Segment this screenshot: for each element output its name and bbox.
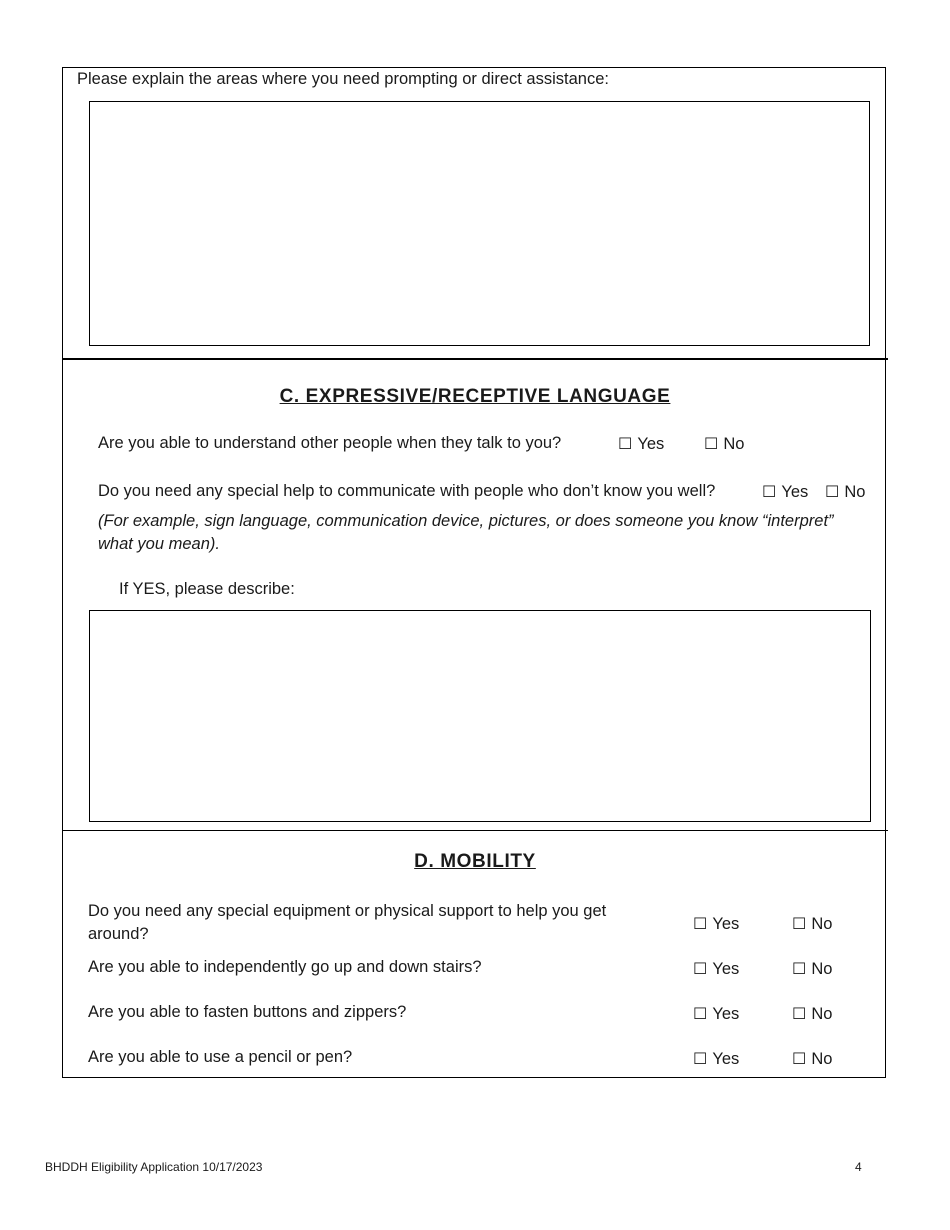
question-understand-others: Are you able to understand other people when they talk to you? [98, 434, 562, 452]
stairs-yes-option[interactable]: ☐ Yes [693, 960, 740, 978]
checkbox-icon[interactable]: ☐ [792, 1051, 807, 1068]
question-special-equipment-cont: around? [88, 925, 149, 943]
describe-prompt: If YES, please describe: [119, 580, 295, 598]
checkbox-icon[interactable]: ☐ [693, 1051, 708, 1068]
equipment-no-option[interactable]: ☐ No [792, 915, 833, 933]
buttons-no-option[interactable]: ☐ No [792, 1005, 833, 1023]
communication-example-text-cont: what you mean). [98, 535, 220, 553]
checkbox-icon[interactable]: ☐ [792, 916, 807, 933]
checkbox-icon[interactable]: ☐ [618, 436, 633, 453]
understand-yes-option[interactable]: ☐ Yes [618, 435, 665, 453]
checkbox-icon[interactable]: ☐ [762, 484, 777, 501]
checkbox-icon[interactable]: ☐ [792, 1006, 807, 1023]
understand-no-option[interactable]: ☐ No [704, 435, 745, 453]
buttons-yes-option[interactable]: ☐ Yes [693, 1005, 740, 1023]
question-special-equipment: Do you need any special equipment or physical support to help you get [88, 902, 607, 920]
section-d-heading: D. MOBILITY [414, 851, 536, 872]
communication-no-option[interactable]: ☐ No [825, 483, 866, 501]
stairs-no-option[interactable]: ☐ No [792, 960, 833, 978]
communication-yes-option[interactable]: ☐ Yes [762, 483, 809, 501]
checkbox-icon[interactable]: ☐ [693, 961, 708, 978]
communication-example-text: (For example, sign language, communication device, pictures, or does someone you know “interpret” [98, 512, 834, 530]
section-divider [62, 830, 888, 831]
assistance-explanation-textbox[interactable] [89, 101, 870, 346]
checkbox-icon[interactable]: ☐ [693, 1006, 708, 1023]
equipment-yes-option[interactable]: ☐ Yes [693, 915, 740, 933]
section-c-heading: C. EXPRESSIVE/RECEPTIVE LANGUAGE [279, 386, 671, 407]
explain-assistance-prompt: Please explain the areas where you need prompting or direct assistance: [77, 70, 609, 88]
checkbox-icon[interactable]: ☐ [704, 436, 719, 453]
checkbox-icon[interactable]: ☐ [693, 916, 708, 933]
question-buttons-zippers: Are you able to fasten buttons and zippers? [88, 1003, 407, 1021]
pencil-yes-option[interactable]: ☐ Yes [693, 1050, 740, 1068]
question-stairs: Are you able to independently go up and down stairs? [88, 958, 482, 976]
question-pencil-pen: Are you able to use a pencil or pen? [88, 1048, 353, 1066]
checkbox-icon[interactable]: ☐ [792, 961, 807, 978]
checkbox-icon[interactable]: ☐ [825, 484, 840, 501]
page-number: 4 [855, 1160, 862, 1174]
pencil-no-option[interactable]: ☐ No [792, 1050, 833, 1068]
footer-doc-label: BHDDH Eligibility Application 10/17/2023 [45, 1160, 263, 1174]
communication-description-textbox[interactable] [89, 610, 871, 822]
section-divider [62, 358, 888, 360]
question-communication-help: Do you need any special help to communicate with people who don’t know you well? [98, 482, 716, 500]
